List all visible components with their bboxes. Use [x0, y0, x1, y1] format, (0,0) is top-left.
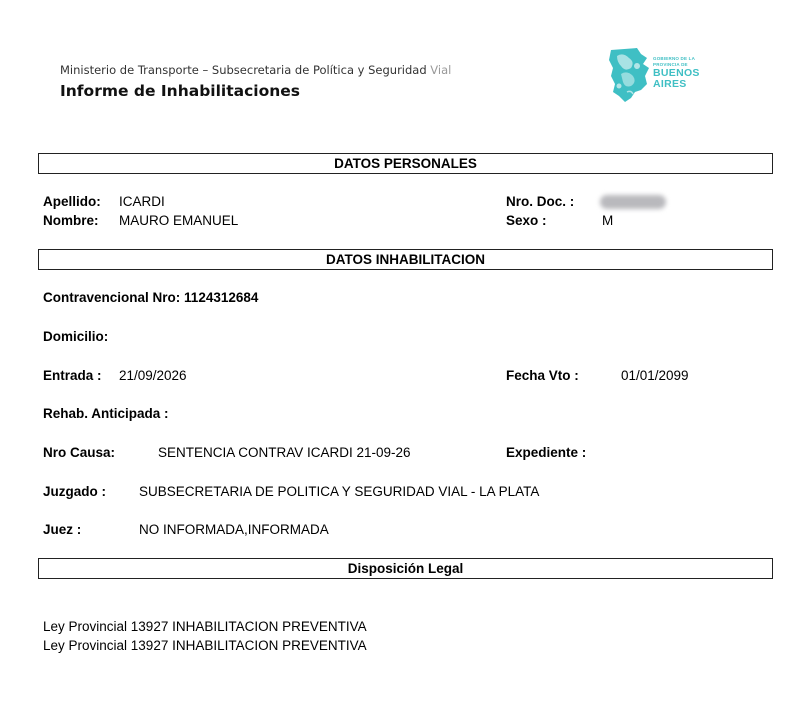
apellido-label: Apellido: [43, 194, 101, 209]
section-inhabilitacion-header: DATOS INHABILITACION [38, 249, 773, 270]
section-legal-header: Disposición Legal [38, 558, 773, 579]
legal-line-1: Ley Provincial 13927 INHABILITACION PREVENTIVA [43, 619, 367, 634]
sexo-label: Sexo : [506, 213, 547, 228]
juez-value: NO INFORMADA,INFORMADA [139, 522, 329, 537]
rehab-label: Rehab. Anticipada : [43, 406, 169, 421]
buenos-aires-logo [603, 44, 763, 110]
juzgado-value: SUBSECRETARIA DE POLITICA Y SEGURIDAD VIAL - LA PLATA [139, 484, 540, 499]
fecha-vto-label: Fecha Vto : [506, 368, 579, 383]
domicilio-label: Domicilio: [43, 329, 109, 344]
ministry-subtitle-main: Ministerio de Transporte – Subsecretaria de Política y Seguridad [60, 63, 427, 77]
contravencional-label: Contravencional Nro: [43, 290, 181, 305]
causa-value: SENTENCIA CONTRAV ICARDI 21-09-26 [158, 445, 411, 460]
doc-label: Nro. Doc. : [506, 194, 575, 209]
logo-line3: BUENOS [653, 67, 700, 79]
fecha-vto-value: 01/01/2099 [621, 368, 689, 383]
entrada-label: Entrada : [43, 368, 102, 383]
juez-label: Juez : [43, 522, 82, 537]
apellido-value: ICARDI [119, 194, 165, 209]
ministry-subtitle-tail: Vial [430, 63, 452, 77]
report-title: Informe de Inhabilitaciones [60, 82, 301, 100]
logo-line2: PROVINCIA DE [653, 61, 688, 67]
contravencional-value: 1124312684 [184, 290, 259, 305]
causa-label: Nro Causa: [43, 445, 116, 460]
ministry-subtitle [60, 63, 451, 77]
province-map-icon [607, 46, 651, 106]
sexo-value: M [602, 213, 614, 228]
contravencional-line [43, 290, 258, 305]
juzgado-label: Juzgado : [43, 484, 106, 499]
section-personal-header: DATOS PERSONALES [38, 153, 773, 174]
logo-text [653, 57, 700, 89]
nombre-value: MAURO EMANUEL [119, 213, 239, 228]
nombre-label: Nombre: [43, 213, 99, 228]
logo-line1: GOBIERNO DE LA [653, 56, 696, 61]
legal-line-2: Ley Provincial 13927 INHABILITACION PREVENTIVA [43, 638, 367, 653]
doc-value-redacted [600, 195, 666, 209]
entrada-value: 21/09/2026 [119, 368, 187, 383]
expediente-label: Expediente : [506, 445, 587, 460]
logo-line4: AIRES [653, 77, 687, 90]
